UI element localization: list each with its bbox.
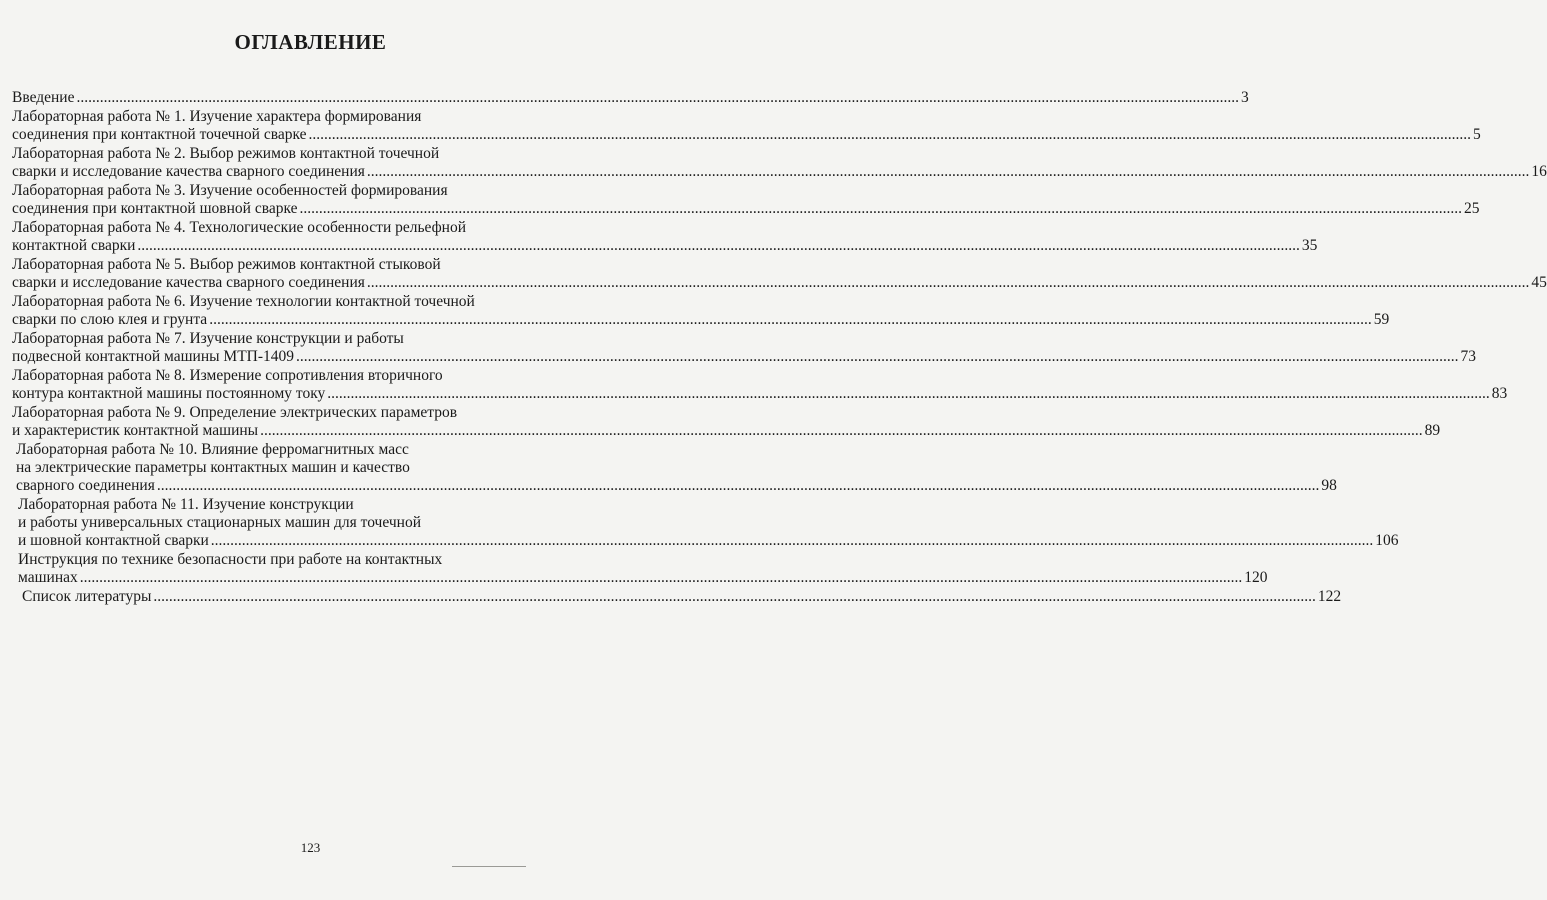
toc-entry-line: контактной сварки xyxy=(12,237,136,254)
toc-page-number: 73 xyxy=(1460,348,1477,365)
toc-entry[interactable] xyxy=(12,182,1480,218)
toc-entry-line: сварного соединения xyxy=(16,477,155,494)
toc-page-number: 98 xyxy=(1321,477,1337,494)
toc-entry-line: Лабораторная работа № 4. Технологические особенности рельефной xyxy=(12,219,467,236)
toc-page-number: 122 xyxy=(1317,588,1342,605)
toc-entry[interactable] xyxy=(12,108,1481,144)
toc-entry-line: машинах xyxy=(18,569,78,586)
table-of-contents xyxy=(0,89,1547,607)
toc-entry-line: и шовной контактной сварки xyxy=(18,532,209,549)
dot-leader: ............................................................................................................................................................................................................................................................................................................ xyxy=(156,477,1320,494)
toc-page-number: 89 xyxy=(1424,422,1441,439)
toc-entry[interactable] xyxy=(12,256,1547,292)
toc-entry-line: Лабораторная работа № 5. Выбор режимов контактной стыковой xyxy=(12,256,441,273)
dot-leader: ............................................................................................................................................................................................................................................................................................................ xyxy=(209,311,1372,328)
toc-page-number: 59 xyxy=(1373,311,1390,328)
dot-leader: ............................................................................................................................................................................................................................................................................................................ xyxy=(137,237,1300,254)
toc-page-number: 45 xyxy=(1531,274,1547,291)
dot-leader: ............................................................................................................................................................................................................................................................................................................ xyxy=(79,569,1243,586)
toc-entry[interactable] xyxy=(22,588,1342,606)
toc-entry-line: подвесной контактной машины МТП-1409 xyxy=(12,348,295,365)
toc-entry[interactable] xyxy=(12,293,1390,329)
page-title: ОГЛАВЛЕНИЕ xyxy=(234,30,387,54)
toc-entry-line: и характеристик контактной машины xyxy=(12,422,259,439)
toc-entry-line: на электрические параметры контактных машин и качество xyxy=(16,459,410,476)
toc-page-number: 3 xyxy=(1240,89,1249,106)
toc-entry-line: сварки по слою клея и грунта xyxy=(12,311,208,328)
scan-mark xyxy=(452,866,526,867)
toc-page-number: 35 xyxy=(1301,237,1318,254)
toc-entry-line: Список литературы xyxy=(22,588,152,605)
dot-leader: ............................................................................................................................................................................................................................................................................................................ xyxy=(308,126,1471,143)
toc-entry-line: Лабораторная работа № 9. Определение электрических параметров xyxy=(12,404,458,421)
toc-entry-line: Введение xyxy=(12,89,75,106)
toc-entry-line: соединения при контактной шовной сварке xyxy=(12,200,298,217)
toc-entry[interactable] xyxy=(12,367,1508,403)
toc-entry-line: Лабораторная работа № 10. Влияние ферромагнитных масс xyxy=(16,441,409,458)
toc-entry[interactable] xyxy=(12,404,1441,440)
toc-entry[interactable] xyxy=(16,441,1337,495)
toc-entry-line: соединения при контактной точечной сварке xyxy=(12,126,307,143)
toc-entry[interactable] xyxy=(18,551,1268,587)
toc-page-number: 120 xyxy=(1244,569,1268,586)
dot-leader: ............................................................................................................................................................................................................................................................................................................ xyxy=(153,588,1316,605)
toc-page-number: 83 xyxy=(1491,385,1508,402)
toc-entry-line: Лабораторная работа № 1. Изучение характера формирования xyxy=(12,108,422,125)
toc-entry-line: и работы универсальных стационарных машин для точечной xyxy=(18,514,421,531)
toc-entry-line: Лабораторная работа № 3. Изучение особенностей формирования xyxy=(12,182,448,199)
dot-leader: ............................................................................................................................................................................................................................................................................................................ xyxy=(366,163,1530,180)
toc-page-number: 16 xyxy=(1531,163,1547,180)
toc-entry[interactable] xyxy=(12,330,1477,366)
toc-entry-line: Лабораторная работа № 7. Изучение конструкции и работы xyxy=(12,330,404,347)
toc-entry[interactable] xyxy=(12,219,1318,255)
toc-entry-line: Лабораторная работа № 6. Изучение технологии контактной точечной xyxy=(12,293,475,310)
toc-entry[interactable] xyxy=(12,145,1547,181)
dot-leader: ............................................................................................................................................................................................................................................................................................................ xyxy=(299,200,1462,217)
toc-entry[interactable] xyxy=(12,89,1249,107)
toc-entry-line: Лабораторная работа № 2. Выбор режимов контактной точечной xyxy=(12,145,440,162)
page-number: 123 xyxy=(300,840,321,855)
dot-leader: ............................................................................................................................................................................................................................................................................................................ xyxy=(260,422,1423,439)
dot-leader: ............................................................................................................................................................................................................................................................................................................ xyxy=(210,532,1374,549)
toc-entry-line: Инструкция по технике безопасности при работе на контактных xyxy=(18,551,443,568)
toc-entry-line: сварки и исследование качества сварного соединения xyxy=(12,274,365,291)
dot-leader: ............................................................................................................................................................................................................................................................................................................ xyxy=(296,348,1459,365)
toc-page-number: 106 xyxy=(1375,532,1399,549)
toc-entry-line: Лабораторная работа № 8. Измерение сопротивления вторичного xyxy=(12,367,443,384)
dot-leader: ............................................................................................................................................................................................................................................................................................................ xyxy=(76,89,1239,106)
toc-entry[interactable] xyxy=(18,496,1399,550)
toc-entry-line: Лабораторная работа № 11. Изучение конструкции xyxy=(18,496,354,513)
toc-page-number: 25 xyxy=(1463,200,1480,217)
toc-entry-line: контура контактной машины постоянному току xyxy=(12,385,326,402)
dot-leader: ............................................................................................................................................................................................................................................................................................................ xyxy=(327,385,1490,402)
toc-entry-line: сварки и исследование качества сварного соединения xyxy=(12,163,365,180)
toc-page-number: 5 xyxy=(1472,126,1481,143)
dot-leader: ............................................................................................................................................................................................................................................................................................................ xyxy=(366,274,1530,291)
